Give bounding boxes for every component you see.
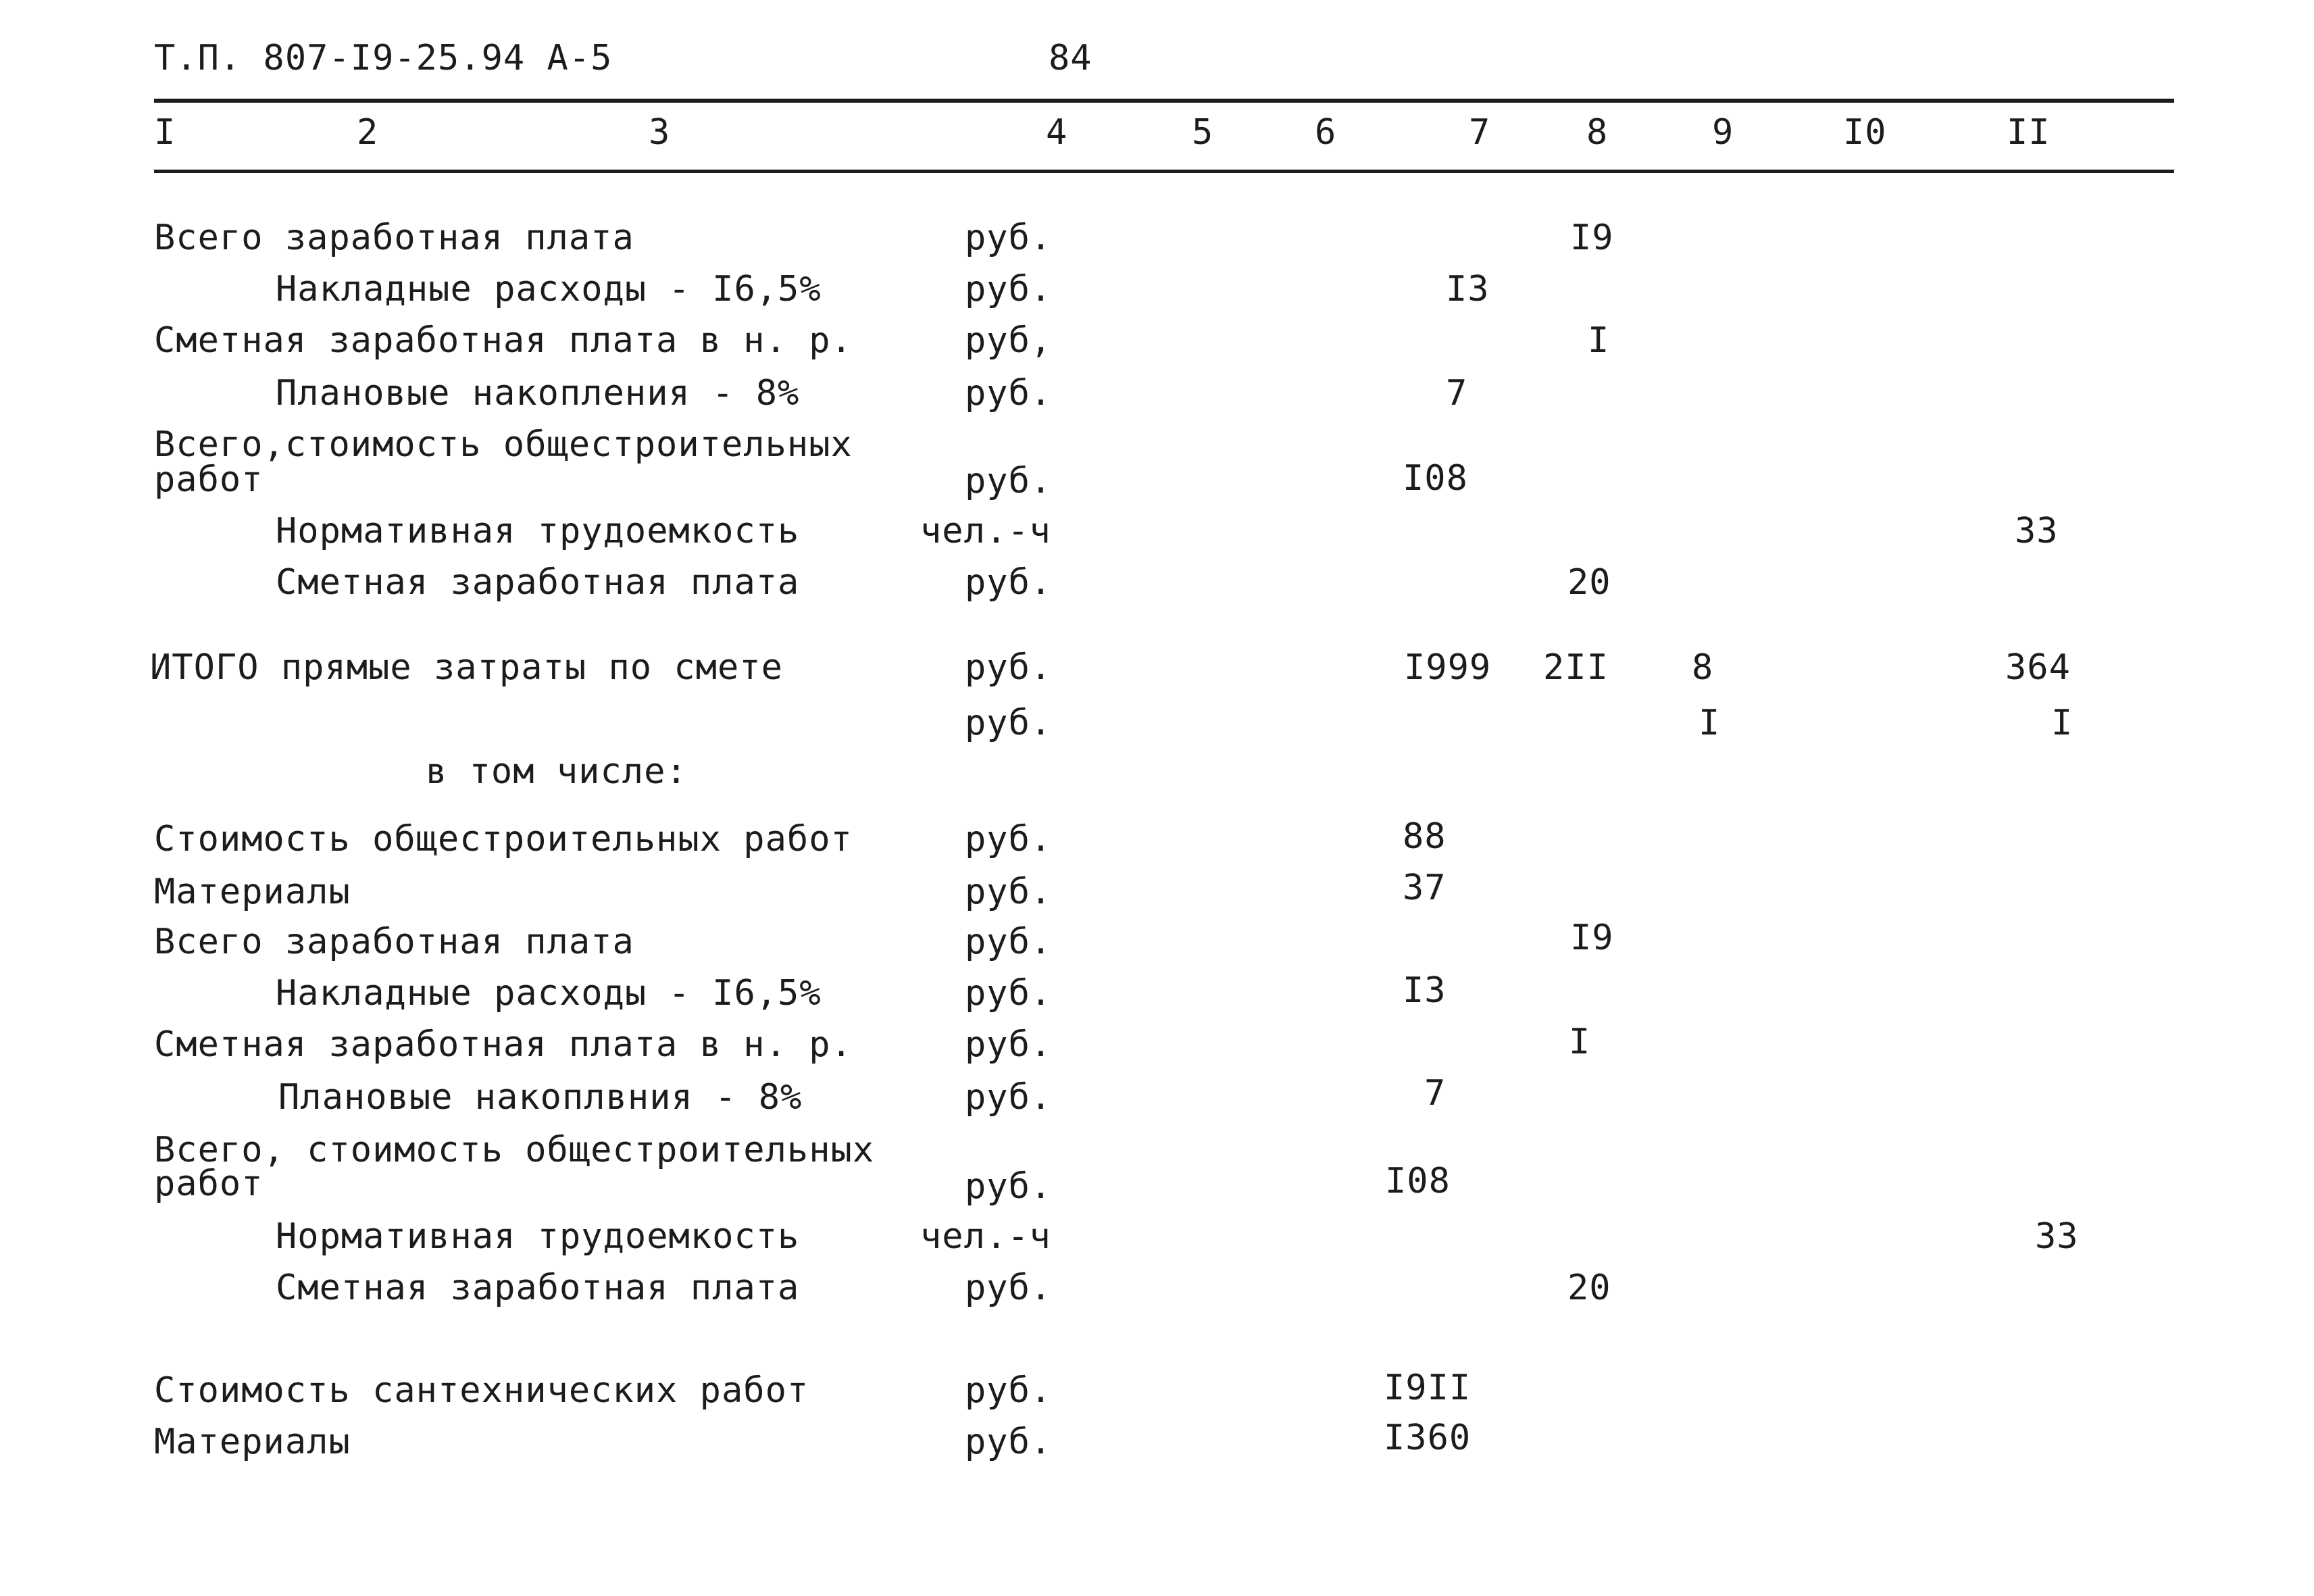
row-label: Сметная заработная плата в н. р. (154, 1024, 853, 1065)
row-value-col7: 7 (1446, 373, 1468, 414)
row-unit: руб. (965, 562, 1053, 603)
row-unit: руб. (965, 1268, 1053, 1308)
row-unit: руб. (965, 1166, 1053, 1207)
row-unit: руб. (965, 461, 1053, 501)
col-header-7: 7 (1469, 112, 1491, 153)
row-value-col8: I9 (1570, 218, 1614, 258)
header-rule (154, 170, 2174, 173)
row-label-continued: работ (154, 459, 263, 500)
row-unit: руб. (965, 1370, 1053, 1411)
col-header-2: 2 (357, 112, 379, 153)
row-label: Нормативная трудоемкость (276, 511, 800, 551)
row-label: Материалы (154, 1422, 351, 1462)
row-value-col7: I08 (1385, 1161, 1451, 1201)
row-label: Стоимость сантехнических работ (154, 1370, 809, 1411)
row-unit: руб. (965, 647, 1053, 688)
row-label: Всего заработная плата (154, 922, 634, 962)
col-header-11: II (2007, 112, 2051, 153)
row-value-col7: I3 (1446, 269, 1490, 309)
section-subheading: в том числе: (426, 751, 688, 792)
row-value-col11: 364 (2005, 647, 2071, 688)
row-value-col9: 8 (1692, 647, 1714, 688)
row-label: Всего, стоимость общестроительных (154, 1130, 875, 1170)
row-unit: руб. (965, 922, 1053, 962)
top-rule (154, 99, 2174, 103)
row-value-col7: I08 (1403, 458, 1468, 499)
row-label: Сметная заработная плата в н. р. (154, 320, 853, 361)
row-label: Стоимость общестроительных работ (154, 819, 853, 859)
row-unit: руб. (965, 703, 1053, 743)
page-number: 84 (1049, 38, 1092, 78)
row-value-col8: 2II (1543, 647, 1609, 688)
row-label: Нормативная трудоемкость (276, 1216, 800, 1257)
row-label: Плановые накопления - 8% (276, 373, 800, 414)
row-label: Всего,стоимость общестроительных (154, 424, 853, 465)
row-unit: руб. (965, 1024, 1053, 1065)
col-header-9: 9 (1712, 112, 1734, 153)
row-value-col8: I9 (1570, 918, 1614, 958)
row-value-col7: 7 (1424, 1073, 1447, 1114)
col-header-6: 6 (1315, 112, 1337, 153)
col-header-4: 4 (1046, 112, 1068, 153)
row-label: Плановые накоплвния - 8% (278, 1077, 803, 1118)
col-header-5: 5 (1192, 112, 1214, 153)
row-value-col7: 88 (1403, 816, 1447, 857)
row-unit: руб. (965, 819, 1053, 859)
row-value-col8: 20 (1567, 1268, 1611, 1308)
row-value-col7: I3 (1403, 970, 1447, 1011)
row-label: Всего заработная плата (154, 218, 634, 258)
row-unit: руб, (965, 320, 1053, 361)
col-header-3: 3 (649, 112, 671, 153)
row-value-col7: I9II (1384, 1368, 1472, 1408)
row-unit: руб. (965, 373, 1053, 414)
row-label: Сметная заработная плата (276, 1268, 800, 1308)
row-label-total: ИТОГО прямые затраты по смете (150, 647, 783, 688)
row-value-col7: 37 (1403, 868, 1447, 908)
row-value-col11: 33 (2035, 1216, 2079, 1257)
col-header-1: I (154, 112, 176, 153)
document-code: Т.П. 807-I9-25.94 А-5 (154, 38, 613, 78)
row-label: Накладные расходы - I6,5% (276, 973, 822, 1014)
row-unit: чел.-ч (920, 1216, 1051, 1257)
row-value-col8: I (1588, 320, 1610, 361)
row-label: Накладные расходы - I6,5% (276, 269, 822, 309)
row-value-col9: I (1699, 703, 1721, 743)
row-unit: руб. (965, 1077, 1053, 1118)
row-unit: руб. (965, 872, 1053, 912)
row-value-col8: I (1569, 1022, 1591, 1062)
row-unit: руб. (965, 973, 1053, 1014)
col-header-10: I0 (1843, 112, 1887, 153)
col-header-8: 8 (1586, 112, 1609, 153)
row-unit: чел.-ч (920, 511, 1051, 551)
row-label: Материалы (154, 872, 351, 912)
row-label: Сметная заработная плата (276, 562, 800, 603)
row-value-col7: I999 (1404, 647, 1492, 688)
row-label-continued: работ (154, 1164, 263, 1204)
row-unit: руб. (965, 1422, 1053, 1462)
row-value-col7: I360 (1384, 1418, 1472, 1458)
row-unit: руб. (965, 218, 1053, 258)
row-unit: руб. (965, 269, 1053, 309)
row-value-col8: 20 (1567, 562, 1611, 603)
row-value-col11: 33 (2015, 511, 2059, 551)
row-value-col11: I (2051, 703, 2073, 743)
